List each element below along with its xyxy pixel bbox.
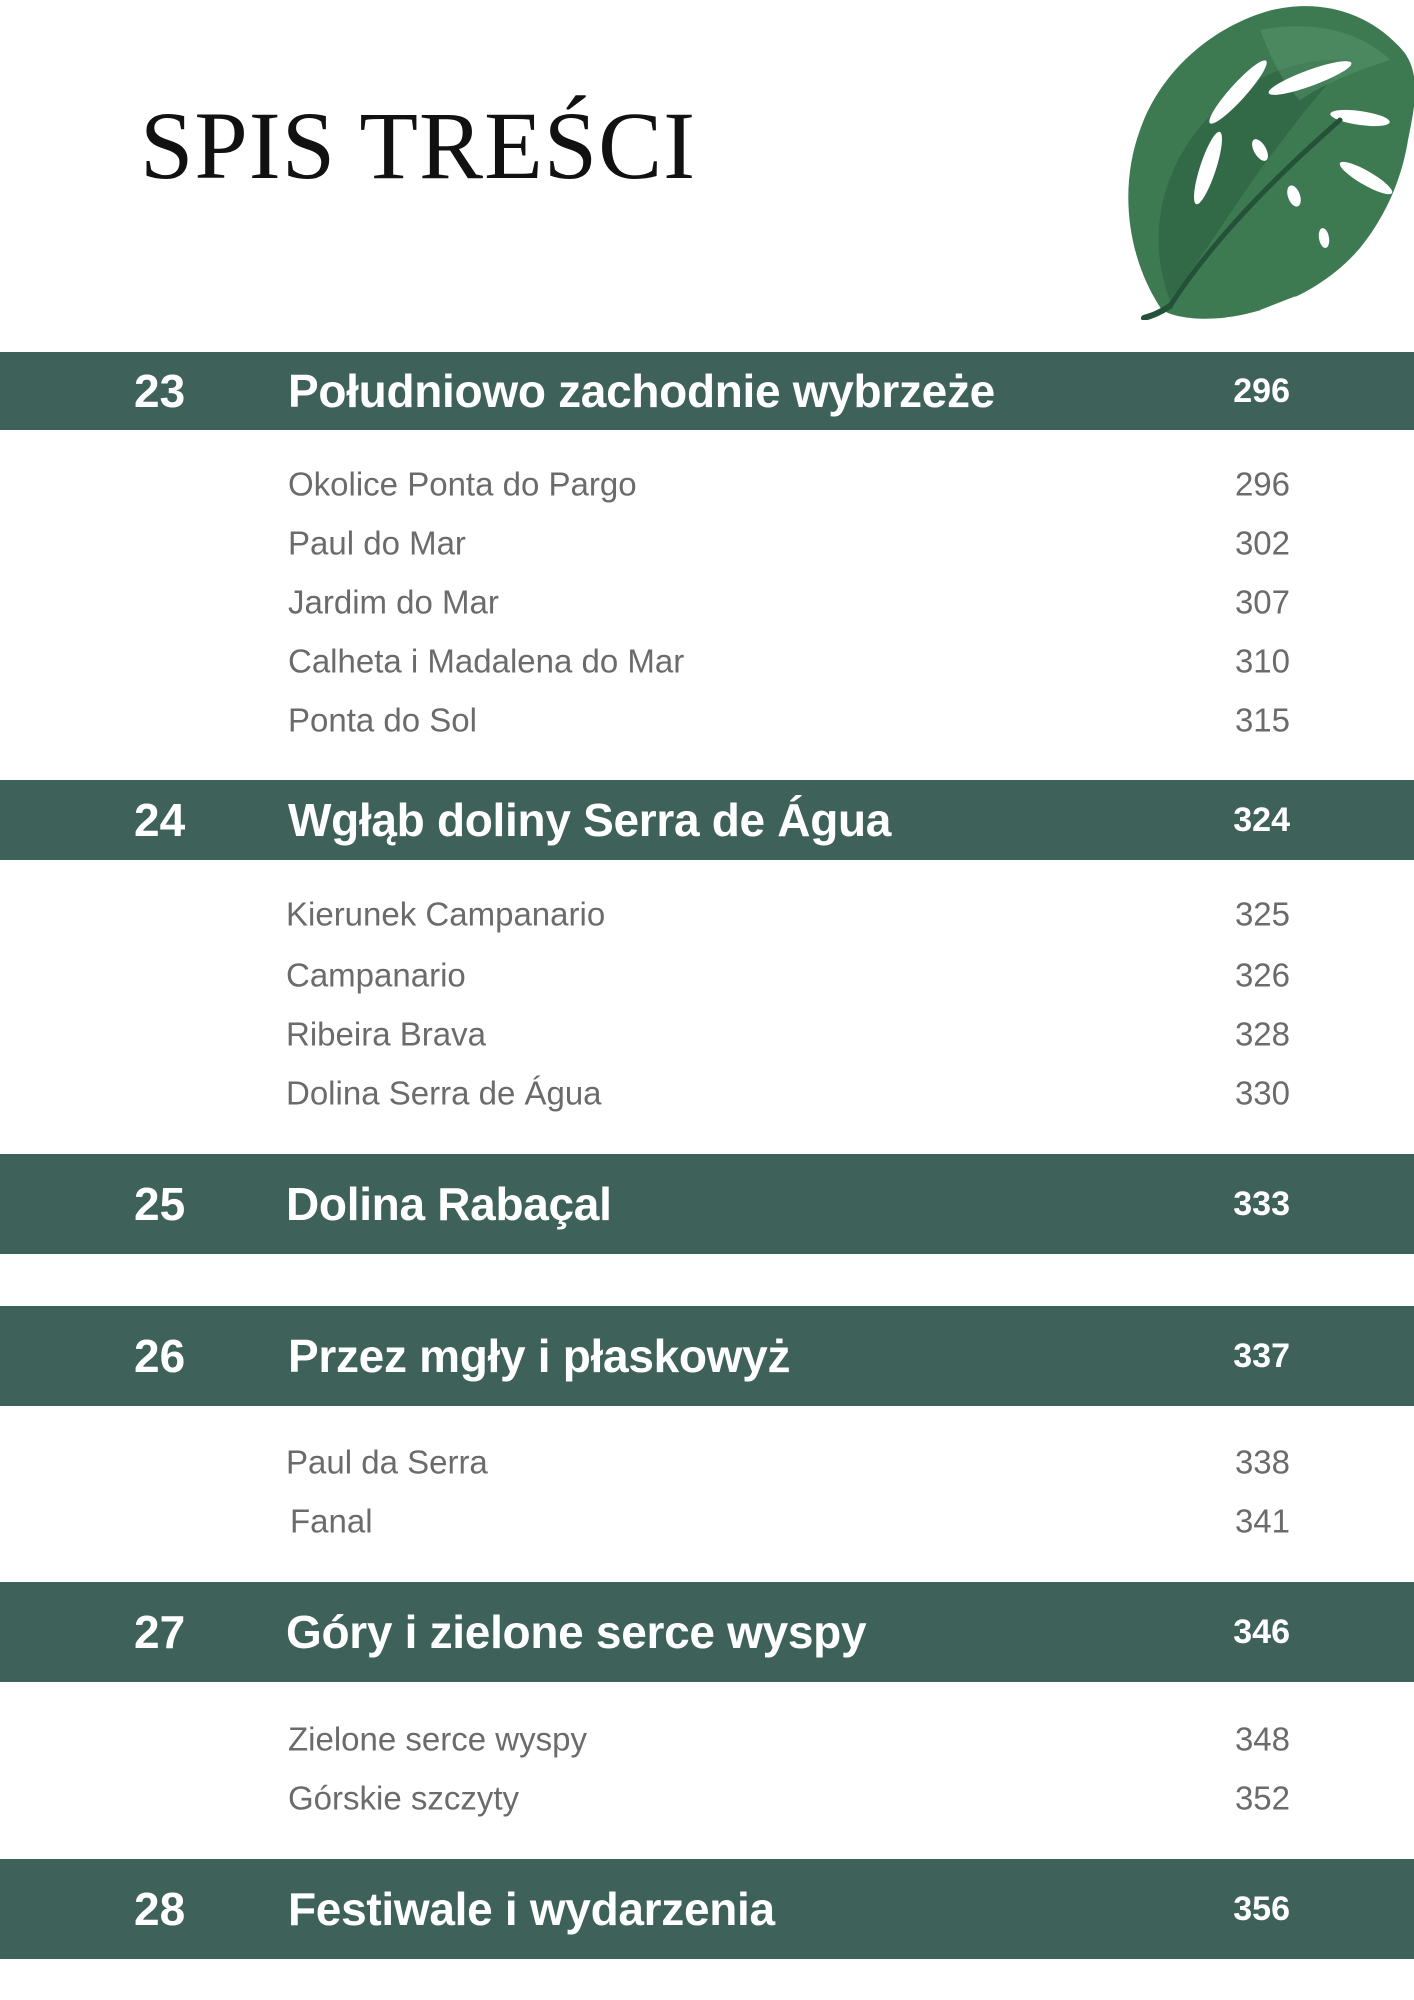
entry-title: Fanal [290, 1502, 373, 1540]
toc-entry[interactable] [0, 950, 1414, 1000]
entry-title: Jardim do Mar [288, 583, 499, 621]
chapter-page: 296 [1233, 372, 1290, 410]
chapter-title: Południowo zachodnie wybrzeże [288, 365, 995, 417]
chapter-bar[interactable] [0, 352, 1414, 430]
chapter-bar[interactable] [0, 1582, 1414, 1682]
toc-entry[interactable] [0, 889, 1414, 939]
entry-page: 302 [1234, 524, 1290, 562]
toc-entry[interactable] [0, 518, 1414, 568]
entry-title: Paul do Mar [288, 524, 466, 562]
toc-entry[interactable] [0, 695, 1414, 745]
entry-title: Campanario [286, 956, 466, 994]
chapter-page: 356 [1233, 1890, 1290, 1928]
chapter-number: 23 [134, 365, 186, 417]
entry-title: Calheta i Madalena do Mar [288, 642, 685, 680]
chapter-title: Góry i zielone serce wyspy [286, 1606, 867, 1658]
entry-page: 328 [1234, 1015, 1290, 1053]
chapter-title: Wgłąb doliny Serra de Água [288, 794, 892, 846]
entry-title: Zielone serce wyspy [288, 1720, 587, 1758]
entry-title: Okolice Ponta do Pargo [288, 465, 637, 503]
chapter-bar[interactable] [0, 1306, 1414, 1406]
entry-page: 325 [1234, 895, 1290, 933]
entry-title: Paul da Serra [286, 1443, 488, 1481]
chapter-title: Przez mgły i płaskowyż [288, 1330, 791, 1382]
entry-title: Dolina Serra de Água [286, 1074, 602, 1112]
entry-page: 310 [1234, 642, 1290, 680]
monstera-leaf-icon [1110, 0, 1414, 320]
chapter-title: Festiwale i wydarzenia [288, 1883, 775, 1935]
toc-entry[interactable] [0, 1437, 1414, 1487]
entry-page: 348 [1234, 1720, 1290, 1758]
toc-entry[interactable] [0, 1714, 1414, 1764]
toc-entry[interactable] [0, 1009, 1414, 1059]
chapter-number: 24 [134, 794, 186, 846]
page-title: SPIS TREŚCI [140, 92, 697, 199]
toc-entry[interactable] [0, 636, 1414, 686]
entry-title: Kierunek Campanario [286, 895, 606, 933]
toc-entry[interactable] [0, 1068, 1414, 1118]
entry-page: 296 [1234, 465, 1290, 503]
entry-page: 307 [1234, 583, 1290, 621]
entry-page: 315 [1234, 701, 1290, 739]
chapter-title: Dolina Rabaçal [286, 1178, 612, 1230]
chapter-bar[interactable] [0, 1859, 1414, 1959]
chapter-number: 27 [134, 1606, 186, 1658]
entry-page: 330 [1234, 1074, 1290, 1112]
entry-title: Ponta do Sol [288, 701, 477, 739]
chapter-page: 346 [1233, 1613, 1290, 1651]
toc-entry[interactable] [0, 577, 1414, 627]
entry-title: Ribeira Brava [286, 1015, 486, 1053]
chapter-number: 25 [134, 1178, 186, 1230]
entry-page: 341 [1234, 1502, 1290, 1540]
toc-entry[interactable] [0, 459, 1414, 509]
chapter-bar[interactable] [0, 1154, 1414, 1254]
entry-page: 326 [1234, 956, 1290, 994]
chapter-bar[interactable] [0, 780, 1414, 860]
entry-page: 338 [1234, 1443, 1290, 1481]
toc-entry[interactable] [0, 1496, 1414, 1546]
chapter-page: 324 [1233, 801, 1290, 839]
toc-entry[interactable] [0, 1773, 1414, 1823]
chapter-page: 333 [1233, 1185, 1290, 1223]
entry-title: Górskie szczyty [288, 1779, 520, 1817]
chapter-number: 26 [134, 1330, 186, 1382]
chapter-number: 28 [134, 1883, 186, 1935]
chapter-page: 337 [1233, 1337, 1290, 1375]
entry-page: 352 [1234, 1779, 1290, 1817]
